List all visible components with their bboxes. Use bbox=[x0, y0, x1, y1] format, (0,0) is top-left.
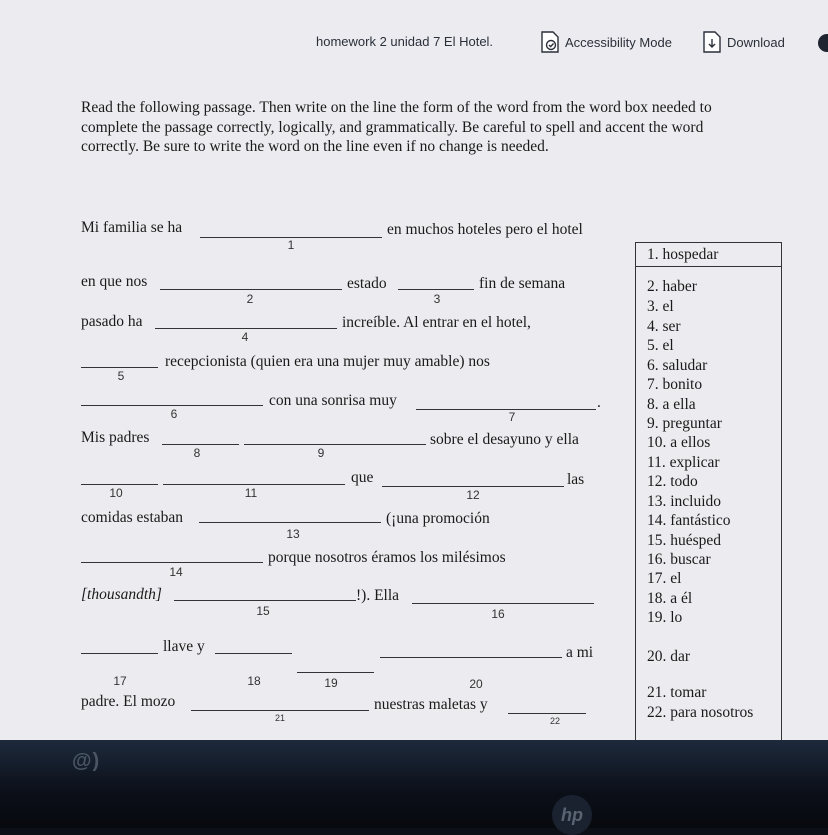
blank-number: 14 bbox=[169, 565, 183, 579]
answer-blank-19[interactable] bbox=[297, 672, 374, 673]
answer-blank-8[interactable] bbox=[162, 444, 239, 445]
blank-number: 8 bbox=[193, 446, 201, 460]
answer-blank-21[interactable] bbox=[191, 710, 369, 711]
viewer-toolbar bbox=[0, 0, 828, 84]
answer-blank-13[interactable] bbox=[199, 522, 381, 523]
passage-text: !). Ella bbox=[356, 587, 400, 604]
blank-number: 16 bbox=[491, 607, 505, 621]
word-box-item: 22. para nosotros bbox=[647, 704, 754, 721]
word-box-item: 3. el bbox=[647, 298, 674, 315]
blank-number: 11 bbox=[244, 486, 258, 500]
blank-number: 22 bbox=[549, 716, 560, 726]
passage-text: con una sonrisa muy bbox=[269, 392, 397, 409]
answer-blank-16[interactable] bbox=[412, 603, 594, 604]
word-box-item: 17. el bbox=[647, 570, 682, 587]
passage-text: las bbox=[567, 471, 585, 488]
blank-number: 21 bbox=[274, 713, 285, 723]
word-box-item: 15. huésped bbox=[647, 532, 722, 549]
word-box-item: 5. el bbox=[647, 337, 674, 354]
blank-number: 1 bbox=[287, 238, 295, 252]
answer-blank-11[interactable] bbox=[163, 484, 345, 485]
blank-number: 10 bbox=[109, 486, 123, 500]
answer-blank-12[interactable] bbox=[382, 486, 564, 487]
blank-number: 7 bbox=[508, 410, 516, 424]
passage-text: a mi bbox=[566, 644, 594, 661]
laptop-bezel bbox=[0, 740, 828, 828]
answer-blank-6[interactable] bbox=[81, 405, 263, 406]
passage-text: porque nosotros éramos los milésimos bbox=[268, 549, 506, 566]
passage-text: recepcionista (quien era una mujer muy amable) nos bbox=[165, 353, 490, 370]
blank-number: 3 bbox=[433, 292, 441, 306]
word-box-item: 20. dar bbox=[647, 648, 691, 665]
answer-blank-17[interactable] bbox=[81, 653, 158, 654]
passage-text: comidas estaban bbox=[81, 509, 184, 526]
answer-blank-4[interactable] bbox=[155, 328, 337, 329]
blank-number: 5 bbox=[117, 369, 125, 383]
passage-text: (¡una promoción bbox=[386, 510, 490, 527]
blank-number: 15 bbox=[256, 604, 270, 618]
sticker-logo: @) bbox=[72, 750, 101, 772]
word-box-item: 9. preguntar bbox=[647, 415, 722, 432]
blank-number: 17 bbox=[113, 674, 127, 688]
passage-text: [thousandth] bbox=[81, 586, 162, 603]
passage-text: nuestras maletas y bbox=[374, 696, 488, 713]
instructions: Read the following passage. Then write on the line the form of the word from the word box needed to complete the passage correctly, logically, and grammatically. Be careful to spell and accent the word correctly. Be sure to write the word on the line even if no change is needed. bbox=[81, 99, 712, 155]
passage-text: en muchos hoteles pero el hotel bbox=[387, 221, 583, 238]
word-box-item: 14. fantástico bbox=[647, 512, 731, 529]
answer-blank-10[interactable] bbox=[81, 484, 158, 485]
download-document-icon bbox=[702, 31, 722, 53]
blank-number: 13 bbox=[286, 527, 300, 541]
passage-text: llave y bbox=[163, 638, 205, 655]
answer-blank-14[interactable] bbox=[81, 562, 263, 563]
edge-icon bbox=[818, 34, 828, 52]
passage-text: en que nos bbox=[81, 273, 148, 290]
word-box bbox=[635, 242, 782, 740]
blank-number: 12 bbox=[466, 488, 480, 502]
document-title: homework 2 unidad 7 El Hotel. bbox=[316, 34, 494, 49]
download-button[interactable] bbox=[702, 31, 785, 53]
word-box-divider bbox=[636, 266, 781, 267]
passage-text: sobre el desayuno y ella bbox=[430, 431, 579, 448]
blank-number: 4 bbox=[241, 330, 249, 344]
accessibility-mode-label: Accessibility Mode bbox=[565, 34, 672, 50]
answer-blank-18[interactable] bbox=[215, 653, 292, 654]
blank-number: 18 bbox=[247, 674, 261, 688]
passage-text: . bbox=[597, 394, 601, 411]
blank-number: 20 bbox=[469, 677, 483, 691]
passage-text: padre. El mozo bbox=[81, 693, 176, 710]
answer-blank-2[interactable] bbox=[160, 289, 342, 290]
word-box-item: 8. a ella bbox=[647, 396, 696, 413]
blank-number: 9 bbox=[317, 446, 325, 460]
word-box-item: 21. tomar bbox=[647, 684, 707, 701]
word-box-item: 12. todo bbox=[647, 473, 698, 490]
answer-blank-9[interactable] bbox=[244, 444, 426, 445]
word-box-item: 16. buscar bbox=[647, 551, 711, 568]
passage-text: Mi familia se ha bbox=[81, 219, 183, 236]
blank-number: 6 bbox=[170, 407, 178, 421]
download-label: Download bbox=[727, 34, 785, 50]
word-box-item: 13. incluido bbox=[647, 493, 722, 510]
word-box-item: 1. hospedar bbox=[647, 246, 719, 263]
hp-logo-icon: hp bbox=[552, 795, 592, 835]
answer-blank-3[interactable] bbox=[398, 289, 474, 290]
word-box-item: 2. haber bbox=[647, 278, 697, 295]
word-box-item: 7. bonito bbox=[647, 376, 703, 393]
passage-text: que bbox=[351, 469, 374, 486]
passage-text: fin de semana bbox=[479, 275, 566, 292]
blank-number: 19 bbox=[324, 676, 338, 690]
passage-text: Mis padres bbox=[81, 429, 150, 446]
answer-blank-5[interactable] bbox=[81, 367, 158, 368]
word-box-item: 10. a ellos bbox=[647, 434, 711, 451]
passage-text: increíble. Al entrar en el hotel, bbox=[342, 314, 531, 331]
accessibility-document-icon bbox=[540, 31, 560, 53]
word-box-item: 4. ser bbox=[647, 318, 681, 335]
answer-blank-20[interactable] bbox=[380, 657, 562, 658]
word-box-item: 18. a él bbox=[647, 590, 693, 607]
blank-number: 2 bbox=[246, 292, 254, 306]
answer-blank-22[interactable] bbox=[508, 713, 586, 714]
passage-text: estado bbox=[347, 275, 387, 292]
accessibility-mode-button[interactable] bbox=[540, 31, 672, 53]
passage-text: pasado ha bbox=[81, 313, 143, 330]
word-box-item: 6. saludar bbox=[647, 357, 708, 374]
word-box-item: 11. explicar bbox=[647, 454, 720, 471]
word-box-item: 19. lo bbox=[647, 609, 683, 626]
answer-blank-15[interactable] bbox=[174, 600, 356, 601]
